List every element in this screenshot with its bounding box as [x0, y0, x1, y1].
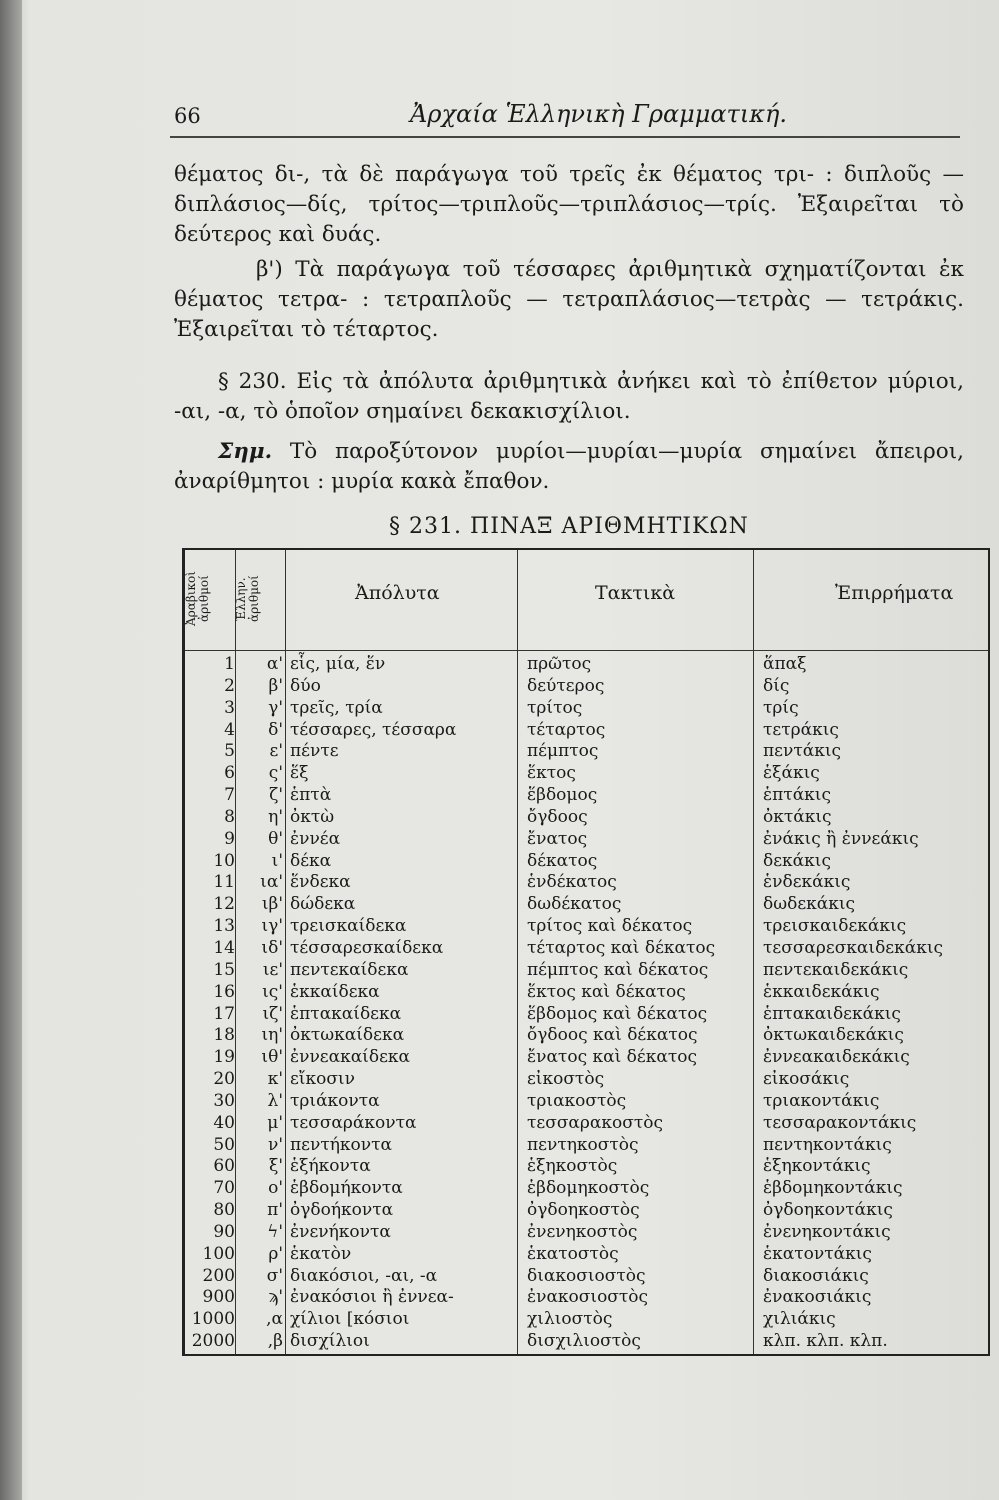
absolute-cell: δώδεκα: [290, 894, 356, 915]
adverb-cell: τρίς: [763, 697, 799, 718]
table-row: [185, 1113, 988, 1135]
table-body: [185, 654, 988, 1353]
table-row: [185, 916, 988, 938]
table-row: [185, 960, 988, 982]
ordinal-cell: διακοσιοστὸς: [527, 1265, 646, 1286]
arabic-cell: 20: [213, 1069, 235, 1090]
arabic-cell: 5: [224, 741, 235, 762]
absolute-cell: ἐνακόσιοι ἢ ἐννεα-: [290, 1287, 454, 1308]
ordinal-cell: ἑβδομηκοστὸς: [527, 1178, 650, 1199]
adverb-cell: τεσσαρεσκαιδεκάκις: [763, 937, 944, 958]
absolute-cell: ὀκτὼ: [290, 806, 335, 827]
table-row: [185, 851, 988, 873]
greek-cell: ζ': [269, 785, 283, 806]
greek-cell: ο': [268, 1178, 283, 1199]
greek-cell: η': [268, 806, 283, 827]
paragraph-1: θέματος δι-, τὰ δὲ παράγωγα τοῦ τρεῖς ἐκ θέματος τρι- : διπλοῦς —διπλάσιος—δίς, τρίτος—τριπλοῦς—τριπλάσιος—τρίς. Ἐξαιρεῖται τὸ δεύτερος καὶ δυάς.: [174, 162, 964, 247]
header-absolute: Ἀπόλυτα: [355, 582, 440, 604]
arabic-cell: 900: [202, 1287, 235, 1308]
adverb-cell: τεσσαρακοντάκις: [763, 1112, 917, 1133]
ordinal-cell: δεύτερος: [527, 675, 605, 696]
absolute-cell: ὀγδοήκοντα: [290, 1200, 394, 1221]
table-row: [185, 720, 988, 742]
header-divider: [185, 650, 988, 651]
absolute-cell: ἐννεακαίδεκα: [290, 1047, 410, 1068]
adverb-cell: δεκάκις: [763, 850, 831, 871]
arabic-cell: 6: [224, 763, 235, 784]
adverb-cell: ἑξάκις: [763, 763, 820, 784]
greek-cell: ρ': [268, 1243, 283, 1264]
note-paragraph: [174, 437, 964, 497]
ordinal-cell: πρῶτος: [527, 654, 592, 674]
absolute-cell: ἑπτακαίδεκα: [290, 1003, 402, 1024]
greek-cell: δ': [268, 719, 283, 740]
arabic-cell: 90: [213, 1221, 235, 1242]
table-row: [185, 1135, 988, 1157]
header-arabic: Ἀραβικοὶ ἀριθμοί: [184, 571, 211, 627]
table-row: [185, 1309, 988, 1331]
table-row: [185, 1266, 988, 1288]
adverb-cell: ὀγδοηκοντάκις: [763, 1200, 893, 1221]
arabic-cell: 100: [202, 1243, 235, 1264]
ordinal-cell: ἐνακοσιοστὸς: [527, 1287, 649, 1308]
arabic-cell: 10: [213, 850, 235, 871]
adverb-cell: πεντηκοντάκις: [763, 1134, 892, 1155]
absolute-cell: ἐνενήκοντα: [290, 1221, 391, 1242]
adverb-cell: ἐννεακαιδεκάκις: [763, 1047, 910, 1068]
table-row: [185, 676, 988, 698]
ordinal-cell: ἑκατοστὸς: [527, 1243, 619, 1264]
adverb-cell: πεντάκις: [763, 741, 842, 762]
absolute-cell: πεντήκοντα: [290, 1134, 392, 1155]
arabic-cell: 80: [213, 1200, 235, 1221]
ordinal-cell: ὀγδοηκοστὸς: [527, 1200, 640, 1221]
adverb-cell: ὀκτάκις: [763, 806, 832, 827]
arabic-cell: 50: [213, 1134, 235, 1155]
ordinal-cell: ἕβδομος: [527, 785, 598, 806]
arabic-cell: 18: [213, 1025, 235, 1046]
greek-cell: κ': [267, 1069, 283, 1090]
adverb-cell: ἑξηκοντάκις: [763, 1156, 871, 1177]
book-spine-shadow: [0, 0, 22, 1500]
ordinal-cell: τέταρτος καὶ δέκατος: [527, 937, 716, 958]
absolute-cell: δέκα: [290, 850, 332, 871]
adverb-cell: ἑπτάκις: [763, 785, 831, 806]
arabic-cell: 3: [224, 697, 235, 718]
arabic-cell: 11: [213, 872, 235, 893]
adverb-cell: ἑπτακαιδεκάκις: [763, 1003, 901, 1024]
header-adverbs: Ἐπιρρήματα: [835, 582, 954, 604]
ordinal-cell: τεσσαρακοστὸς: [527, 1112, 663, 1133]
adverb-cell: τριακοντάκις: [763, 1090, 880, 1111]
table-row: [185, 829, 988, 851]
ordinal-cell: τριακοστὸς: [527, 1090, 627, 1111]
greek-cell: ϟ': [267, 1221, 283, 1242]
table-row: [185, 741, 988, 763]
ordinal-cell: ἔνατος καὶ δέκατος: [527, 1047, 697, 1068]
absolute-cell: ἐννέα: [290, 828, 341, 849]
greek-cell: ,α: [266, 1309, 283, 1330]
ordinal-cell: δωδέκατος: [527, 894, 622, 915]
ordinal-cell: ἑνδέκατος: [527, 872, 617, 893]
greek-cell: μ': [267, 1112, 283, 1133]
absolute-cell: εἷς, μία, ἕν: [290, 654, 386, 674]
greek-cell: ε': [269, 741, 283, 762]
greek-cell: ,β: [267, 1331, 283, 1352]
greek-cell: ς': [268, 763, 283, 784]
greek-cell: ι': [271, 850, 283, 871]
header-ordinal: Τακτικὰ: [595, 582, 676, 604]
greek-cell: ις': [262, 981, 283, 1002]
greek-cell: β': [268, 675, 283, 696]
table-row: [185, 1025, 988, 1047]
adverb-cell: ἐνακοσιάκις: [763, 1287, 872, 1308]
greek-cell: θ': [268, 828, 283, 849]
arabic-cell: 70: [213, 1178, 235, 1199]
table-row: [185, 1047, 988, 1069]
adverb-cell: ὀκτωκαιδεκάκις: [763, 1025, 904, 1046]
ordinal-cell: ὄγδοος καὶ δέκατος: [527, 1025, 698, 1046]
greek-cell: ια': [260, 872, 283, 893]
ordinal-cell: πεντηκοστὸς: [527, 1134, 639, 1155]
arabic-cell: 15: [213, 959, 235, 980]
arabic-cell: 1000: [191, 1309, 235, 1330]
greek-cell: ιζ': [262, 1003, 283, 1024]
greek-cell: ιθ': [261, 1047, 283, 1068]
note-text: Τὸ παροξύτονον μυρίοι—μυρίαι—μυρία σημαίνει ἄπειροι, ἀναρίθμητοι : μυρία κακὰ ἔπαθον.: [174, 439, 964, 494]
greek-cell: ξ': [268, 1156, 283, 1177]
absolute-cell: ἕνδεκα: [290, 872, 351, 893]
absolute-cell: δισχίλιοι: [290, 1331, 370, 1352]
absolute-cell: ἑξήκοντα: [290, 1156, 371, 1177]
adverb-cell: εἰκοσάκις: [763, 1069, 850, 1090]
arabic-cell: 2: [224, 675, 235, 696]
ordinal-cell: δισχιλιοστὸς: [527, 1331, 641, 1352]
adverb-cell: ἑκατοντάκις: [763, 1243, 872, 1264]
absolute-cell: ὀκτωκαίδεκα: [290, 1025, 405, 1046]
ordinal-cell: πέμπτος καὶ δέκατος: [527, 959, 709, 980]
arabic-cell: 30: [213, 1090, 235, 1111]
running-title: Ἀρχαία Ἑλληνικὴ Γραμματική.: [410, 100, 787, 128]
adverb-cell: ἑκκαιδεκάκις: [763, 981, 880, 1002]
arabic-cell: 17: [213, 1003, 235, 1024]
ordinal-cell: ἕβδομος καὶ δέκατος: [527, 1003, 708, 1024]
absolute-cell: τρεῖς, τρία: [290, 697, 383, 718]
table-row: [185, 938, 988, 960]
greek-cell: σ': [266, 1265, 283, 1286]
ordinal-cell: ἔνατος: [527, 828, 588, 849]
arabic-cell: 1: [224, 654, 235, 674]
arabic-cell: 7: [224, 785, 235, 806]
table-row: [185, 1091, 988, 1113]
greek-cell: ιη': [261, 1025, 283, 1046]
absolute-cell: ἑβδομήκοντα: [290, 1178, 403, 1199]
greek-cell: π': [267, 1200, 283, 1221]
table-row: [185, 894, 988, 916]
ordinal-cell: τέταρτος: [527, 719, 606, 740]
table-row: [185, 1222, 988, 1244]
note-label: Σημ.: [218, 439, 273, 464]
arabic-cell: 40: [213, 1112, 235, 1133]
arabic-cell: 60: [213, 1156, 235, 1177]
table-row: [185, 872, 988, 894]
adverb-cell: ἐνενηκοντάκις: [763, 1221, 891, 1242]
page-header: [170, 96, 960, 138]
absolute-cell: ἑκκαίδεκα: [290, 981, 380, 1002]
absolute-cell: πεντεκαίδεκα: [290, 959, 409, 980]
header-greek: Ἑλλην. ἀριθμοί: [234, 575, 261, 623]
ordinal-cell: ἑξηκοστὸς: [527, 1156, 618, 1177]
greek-cell: ιβ': [261, 894, 283, 915]
table-row: [185, 763, 988, 785]
arabic-cell: 16: [213, 981, 235, 1002]
adverb-cell: χιλιάκις: [763, 1309, 836, 1330]
greek-cell: ιδ': [261, 937, 283, 958]
adverb-cell: τρεισκαιδεκάκις: [763, 916, 907, 937]
table-title: § 231. ΠΙΝΑΞ ΑΡΙΘΜΗΤΙΚΩΝ: [389, 514, 749, 539]
arabic-cell: 19: [213, 1047, 235, 1068]
table-row: [185, 1287, 988, 1309]
table-row: [185, 1178, 988, 1200]
arabic-cell: 12: [213, 894, 235, 915]
table-row: [185, 654, 988, 676]
arabic-cell: 4: [224, 719, 235, 740]
adverb-cell: ἑβδομηκοντάκις: [763, 1178, 903, 1199]
greek-cell: γ': [268, 697, 283, 718]
adverb-cell: ἐνάκις ἢ ἐννεάκις: [763, 828, 919, 849]
adverb-cell: κλπ. κλπ. κλπ.: [763, 1331, 888, 1352]
absolute-cell: διακόσιοι, -αι, -α: [290, 1265, 438, 1286]
absolute-cell: χίλιοι [κόσιοι: [290, 1309, 410, 1330]
arabic-cell: 9: [224, 828, 235, 849]
ordinal-cell: ὄγδοος: [527, 806, 588, 827]
adverb-cell: δίς: [763, 675, 790, 696]
greek-cell: ϡ': [268, 1287, 283, 1308]
ordinal-cell: εἰκοστὸς: [527, 1069, 605, 1090]
table-row: [185, 982, 988, 1004]
greek-cell: ν': [267, 1134, 283, 1155]
table-row: [185, 1069, 988, 1091]
table-row: [185, 1244, 988, 1266]
arabic-cell: 14: [213, 937, 235, 958]
adverb-cell: διακοσιάκις: [763, 1265, 869, 1286]
greek-cell: ιγ': [261, 916, 283, 937]
absolute-cell: δύο: [290, 675, 321, 696]
absolute-cell: τρεισκαίδεκα: [290, 916, 407, 937]
absolute-cell: τριάκοντα: [290, 1090, 380, 1111]
ordinal-cell: πέμπτος: [527, 741, 599, 762]
absolute-cell: τέσσαρεσκαίδεκα: [290, 937, 444, 958]
absolute-cell: ἑκατὸν: [290, 1243, 352, 1264]
paragraph-2: β') Τὰ παράγωγα τοῦ τέσσαρες ἀριθμητικὰ σχηματίζονται ἐκ θέματος τετρα- : τετραπλοῦς — τετραπλάσιος—τετρὰς — τετράκις. Ἐξαιρεῖται τὸ τέταρτος.: [174, 257, 964, 342]
table-row: [185, 785, 988, 807]
arabic-cell: 200: [202, 1265, 235, 1286]
arabic-cell: 8: [224, 806, 235, 827]
absolute-cell: τεσσαράκοντα: [290, 1112, 417, 1133]
absolute-cell: εἴκοσιν: [290, 1069, 355, 1090]
greek-cell: ιε': [262, 959, 283, 980]
absolute-cell: τέσσαρες, τέσσαρα: [290, 719, 457, 740]
greek-cell: α': [266, 654, 283, 674]
adverb-cell: δωδεκάκις: [763, 894, 856, 915]
adverb-cell: τετράκις: [763, 719, 839, 740]
arabic-cell: 13: [213, 916, 235, 937]
adverb-cell: πεντεκαιδεκάκις: [763, 959, 909, 980]
page-number: 66: [174, 104, 201, 128]
table-row: [185, 1156, 988, 1178]
table-row: [185, 1004, 988, 1026]
paragraph-230: § 230. Εἰς τὰ ἀπόλυτα ἀριθμητικὰ ἀνήκει καὶ τὸ ἐπίθετον μύριοι, -αι, -α, τὸ ὁποῖον σημαίνει δεκακισχίλιοι.: [174, 369, 964, 424]
adverb-cell: ἑνδεκάκις: [763, 872, 851, 893]
adverb-cell: ἅπαξ: [763, 654, 807, 674]
ordinal-cell: τρίτος καὶ δέκατος: [527, 916, 693, 937]
absolute-cell: πέντε: [290, 741, 339, 762]
absolute-cell: ἕξ: [290, 763, 309, 784]
ordinal-cell: τρίτος: [527, 697, 583, 718]
ordinal-cell: ἕκτος καὶ δέκατος: [527, 981, 686, 1002]
table-row: [185, 1200, 988, 1222]
arabic-cell: 2000: [191, 1331, 235, 1352]
table-row: [185, 698, 988, 720]
table-row: [185, 1331, 988, 1353]
absolute-cell: ἑπτὰ: [290, 785, 332, 806]
ordinal-cell: ἕκτος: [527, 763, 576, 784]
ordinal-cell: χιλιοστὸς: [527, 1309, 613, 1330]
numerals-table: [182, 548, 990, 1356]
greek-cell: λ': [267, 1090, 283, 1111]
ordinal-cell: ἐνενηκοστὸς: [527, 1221, 638, 1242]
ordinal-cell: δέκατος: [527, 850, 598, 871]
table-row: [185, 807, 988, 829]
